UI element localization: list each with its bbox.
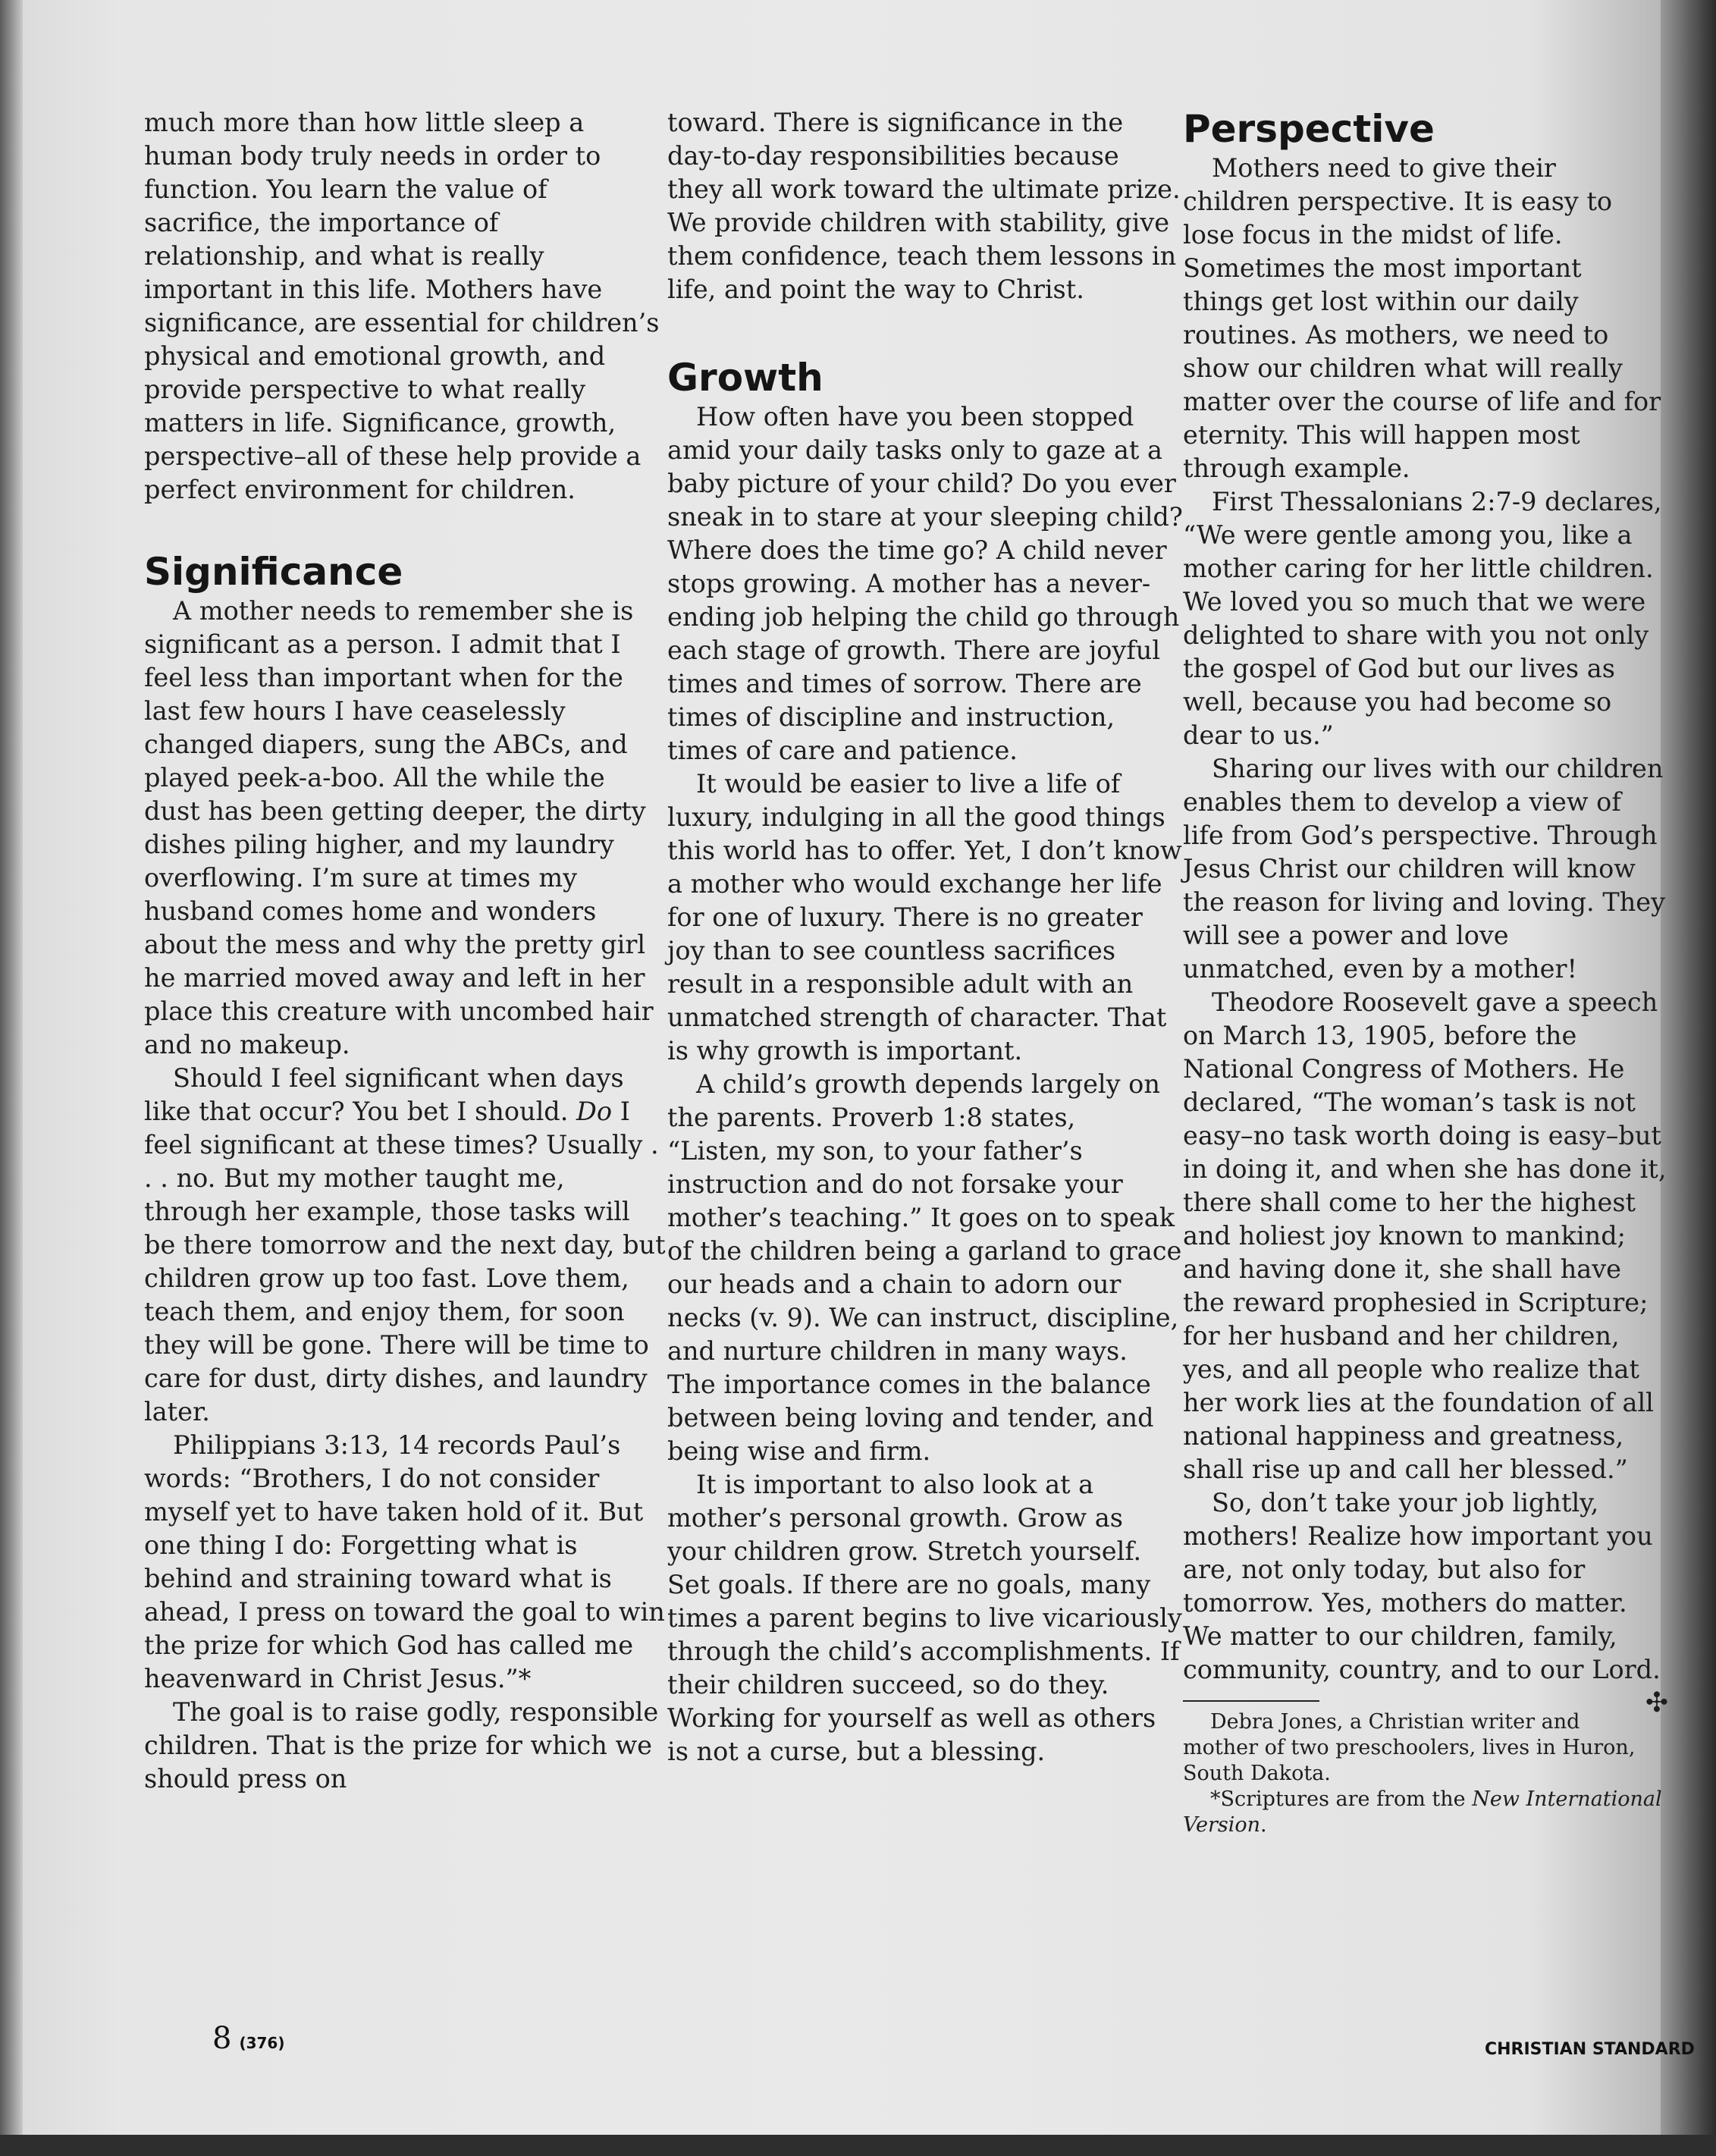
paragraph: How often have you been stopped amid your daily tasks only to gaze at a baby picture of your child? Do you ever sneak in to stare at your sleeping child? Where does the time go? A child never stops growing. A mother has a never-ending job helping the child go through each stage of growth. There are joyful times and times of sorrow. There are times of discipline and instruction, times of care and patience. — [667, 402, 1183, 765]
paragraph: Should I feel significant when days like that occur? You bet I should. Do I feel significant at these times? Usually . . . no. But my mother taught me, through her example, those tasks will be there tomorrow and the next day, but children grow up too fast. Love them, teach them, and enjoy them, for soon they will be gone. There will be time to care for dust, dirty dishes, and laundry later. — [144, 1063, 666, 1426]
paragraph: Philippians 3:13, 14 records Paul’s words: “Brothers, I do not consider myself yet to have taken hold of it. But one thing I do: Forgetting what is behind and straining toward what is ahead, I press on toward the goal to win the prize for which God has called me heavenward in Christ Jesus.”* — [144, 1430, 665, 1693]
page-binding — [0, 0, 23, 2156]
paragraph: A child’s growth depends largely on the parents. Proverb 1:8 states, “Listen, my son, to your father’s instruction and do not forsake your mother’s teaching.” It goes on to speak of the children being a garland to grace our heads and a chain to adorn our necks (v. 9). We can instruct, discipline, and nurture children in many ways. The importance comes in the balance between being loving and tender, and being wise and firm. — [667, 1069, 1182, 1466]
bottom-edge — [0, 2135, 1716, 2156]
paragraph: The goal is to raise godly, responsible children. That is the prize for which we should press on — [144, 1697, 659, 1794]
paragraph: Theodore Roosevelt gave a speech on March 13, 1905, before the National Congress of Mothers. He declared, “The woman’s task is not easy–no task worth doing is easy–but in doing it, and when she has done it, there shall come to her the highest and holiest joy known to mankind; and having done it, she shall have the reward prophesied in Scripture; for her husband and her children, yes, and all people who realize that her work lies at the foundation of all national happiness and greatness, shall rise up and call her blessed.” — [1183, 987, 1667, 1484]
end-of-article-icon: ✣ — [1645, 1687, 1668, 1718]
author-bio: Debra Jones, a Christian writer and mother of two preschoolers, lives in Huron, South Dakota. — [1183, 1710, 1636, 1785]
divider — [1183, 1700, 1319, 1702]
paragraph: It would be easier to live a life of luxury, indulging in all the good things this world has to offer. Yet, I don’t know a mother who would exchange her life for one of luxury. There is no greater joy than to see countless sacrifices result in a responsible adult with an unmatched strength of character. That is why growth is important. — [667, 769, 1182, 1065]
column-3 — [1183, 106, 1668, 1838]
page-number: 8 (376) — [212, 2021, 285, 2056]
closing-paragraph: So, don’t take your job lightly, mothers! Realize how important you are, not only today, but also for tomorrow. Yes, mothers do matter. We matter to our children, family, community, country, and to our Lord. ✣ — [1183, 1488, 1668, 1718]
column-2 — [667, 106, 1183, 1768]
publication-name: CHRISTIAN STANDARD — [1485, 2040, 1695, 2059]
paragraph: Sharing our lives with our children enables them to develop a view of life from God’s perspective. Through Jesus Christ our children will know the reason for living and loving. They will see a power and love unmatched, even by a mother! — [1183, 754, 1666, 984]
heading-growth: Growth — [667, 356, 823, 400]
paragraph: A mother needs to remember she is significant as a person. I admit that I feel less than important when for the last few hours I have ceaselessly changed diapers, sung the ABCs, and played peek-a-boo. All the while the dust has been getting deeper, the dirty dishes piling higher, and my laundry overflowing. I’m sure at times my husband comes home and wonders about the mess and why the pretty girl he married moved away and left in her place this creature with uncombed hair and no makeup. — [144, 596, 654, 1059]
intro-paragraph: much more than how little sleep a human body truly needs in order to function. You learn the value of sacrifice, the importance of relationship, and what is really important in this life. Mothers have significance, are essential for children’s physical and emotional growth, and provide perspective to what really matters in life. Significance, growth, perspective–all of these help provide a perfect environment for children. — [144, 108, 660, 504]
paragraph: First Thessalonians 2:7-9 declares, “We were gentle among you, like a mother caring for her little children. We loved you so much that we were delighted to share with you not only the gospel of God but our lives as well, because you had become so dear to us.” — [1183, 487, 1662, 750]
column-1 — [144, 106, 667, 1796]
paragraph: It is important to also look at a mother’s personal growth. Grow as your children grow. Stretch yourself. Set goals. If there are no goals, many times a parent begins to live vicariously through the child’s accomplishments. If their children succeed, so do they. Working for yourself as well as others is not a curse, but a blessing. — [667, 1470, 1182, 1766]
heading-significance: Significance — [144, 550, 403, 594]
page-curl-shadow — [1661, 0, 1716, 2156]
intro-paragraph: toward. There is significance in the day-to-day responsibilities because they all work toward the ultimate prize. We provide children with stability, give them confidence, teach them lessons in life, and point the way to Christ. — [667, 108, 1181, 304]
scripture-note: *Scriptures are from the New International Version. — [1183, 1787, 1662, 1837]
paragraph: Mothers need to give their children perspective. It is easy to lose focus in the midst of life. Sometimes the most important things get lost within our daily routines. As mothers, we need to show our children what will really matter over the course of life and for eternity. This will happen most through example. — [1183, 153, 1661, 483]
heading-perspective: Perspective — [1183, 107, 1435, 151]
